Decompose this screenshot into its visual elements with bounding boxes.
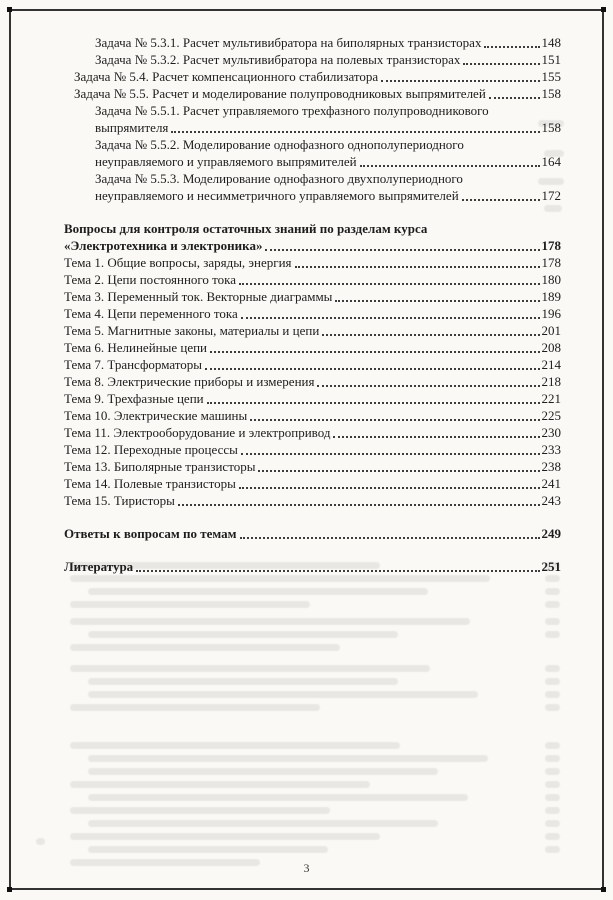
toc-page-number: 158: [541, 86, 561, 101]
toc-entry-text: Тема 9. Трехфазные цепи: [64, 391, 204, 406]
bleed-through-line: [545, 588, 560, 595]
bleed-through-line: [88, 794, 468, 801]
bleed-through-line: [88, 820, 438, 827]
toc-page-number: 251: [541, 559, 561, 574]
bleed-through-line: [545, 820, 560, 827]
toc-entry-text: Тема 12. Переходные процессы: [64, 442, 238, 457]
dot-leader: [463, 63, 539, 65]
toc-page-number: 189: [541, 289, 561, 304]
toc-page-number: 243: [541, 493, 561, 508]
toc-entry-text: Тема 4. Цепи переменного тока: [64, 306, 238, 321]
bleed-through-line: [545, 678, 560, 685]
dot-leader: [205, 368, 539, 370]
bleed-through-line: [70, 575, 490, 582]
dot-leader: [240, 537, 540, 539]
dot-leader: [207, 402, 540, 404]
toc-page-number: 238: [541, 459, 561, 474]
bleed-through-line: [545, 781, 560, 788]
bleed-through-line: [70, 618, 470, 625]
bleed-through-line: [545, 768, 560, 775]
bleed-through-line: [545, 807, 560, 814]
toc-entry-text: Тема 13. Биполярные транзисторы: [64, 459, 256, 474]
toc-entry-text: Литература: [64, 559, 134, 574]
toc-entry-text: Тема 3. Переменный ток. Векторные диаграммы: [64, 289, 333, 304]
toc-page-number: 180: [541, 272, 561, 287]
toc-entry: [64, 170, 561, 204]
toc-entry: [64, 525, 561, 542]
bleed-through-line: [70, 644, 340, 651]
toc-entry-text: Задача № 5.3.2. Расчет мультивибратора на полевых транзисторах: [95, 52, 461, 67]
toc-entry-line: [64, 373, 561, 390]
toc-entry-text: Тема 5. Магнитные законы, материалы и цепи: [64, 323, 320, 338]
dot-leader: [258, 470, 539, 472]
toc-entry-line: [95, 170, 561, 187]
toc-entry: [64, 271, 561, 288]
toc-entry-text: Тема 1. Общие вопросы, заряды, энергия: [64, 255, 292, 270]
toc-entry-line: [95, 187, 561, 204]
toc-entry-line: [64, 237, 561, 254]
toc-entry-line: [95, 119, 561, 136]
toc-entry: [64, 34, 561, 51]
toc-entry-line: [95, 136, 561, 153]
toc-entry-line: [95, 102, 561, 119]
scan-corner-mark: [601, 7, 606, 12]
toc-page-number: 230: [541, 425, 561, 440]
dot-leader: [178, 504, 540, 506]
toc-entry: [64, 558, 561, 575]
toc-entry-line: [64, 356, 561, 373]
toc-entry-text: Задача № 5.5. Расчет и моделирование полупроводниковых выпрямителей: [74, 86, 486, 101]
toc-page-number: 178: [541, 238, 561, 253]
bleed-through-line: [545, 704, 560, 711]
toc-entry-text: неуправляемого и управляемого выпрямителей: [95, 154, 357, 169]
bleed-through-line: [70, 665, 430, 672]
toc-entry-text: Тема 8. Электрические приборы и измерения: [64, 374, 315, 389]
toc-entry-text: «Электротехника и электроника»: [64, 238, 263, 253]
bleed-through-line: [545, 601, 560, 608]
toc-entry: [64, 339, 561, 356]
dot-leader: [462, 199, 540, 201]
toc-entry-text: Тема 11. Электрооборудование и электропривод: [64, 425, 331, 440]
bleed-through-line: [545, 631, 560, 638]
toc-entry: [64, 390, 561, 407]
bleed-through-line: [88, 755, 488, 762]
toc-entry: [64, 441, 561, 458]
toc-page-number: 158: [541, 120, 561, 135]
scan-corner-mark: [7, 887, 12, 892]
toc-page-number: 164: [541, 154, 561, 169]
toc-entry-text: Задача № 5.5.1. Расчет управляемого трехфазного полупроводникового: [95, 103, 489, 118]
toc-entry-line: [64, 407, 561, 424]
bleed-through-line: [545, 742, 560, 749]
dot-leader: [322, 334, 539, 336]
toc-entry-line: [64, 441, 561, 458]
toc-entry: [64, 305, 561, 322]
bleed-through-line: [70, 704, 320, 711]
dot-leader: [250, 419, 539, 421]
toc-entry-text: Тема 14. Полевые транзисторы: [64, 476, 236, 491]
toc-entry: [64, 68, 561, 85]
toc-page-number: 148: [541, 35, 561, 50]
toc-entry-line: [64, 390, 561, 407]
toc-entry-line: [95, 51, 561, 68]
dot-leader: [241, 317, 540, 319]
toc-entry-text: Тема 15. Тиристоры: [64, 493, 175, 508]
dot-leader: [489, 97, 540, 99]
toc-entry: [64, 136, 561, 170]
bleed-through-line: [88, 588, 428, 595]
toc-entry-line: [74, 68, 561, 85]
toc-entry-line: [95, 153, 561, 170]
bleed-through-line: [36, 838, 45, 845]
toc-page-number: 241: [541, 476, 561, 491]
toc-page-number: 233: [541, 442, 561, 457]
toc-page-number: 201: [541, 323, 561, 338]
toc-entry: [64, 288, 561, 305]
bleed-through-line: [88, 768, 438, 775]
bleed-through-line: [545, 575, 560, 582]
toc-entry-line: [74, 85, 561, 102]
toc-entry: [64, 220, 561, 254]
toc-entry: [64, 424, 561, 441]
toc-page-number: 249: [541, 526, 561, 541]
dot-leader: [317, 385, 539, 387]
dot-leader: [239, 487, 540, 489]
dot-leader: [381, 80, 539, 82]
toc-entry-text: Вопросы для контроля остаточных знаний по разделам курса: [64, 221, 428, 236]
bleed-through-line: [70, 601, 310, 608]
dot-leader: [210, 351, 539, 353]
toc-page-number: 221: [541, 391, 561, 406]
toc-list: [64, 34, 561, 575]
toc-entry: [64, 102, 561, 136]
toc-entry-text: Задача № 5.4. Расчет компенсационного стабилизатора: [74, 69, 379, 84]
toc-entry-line: [64, 288, 561, 305]
dot-leader: [295, 266, 540, 268]
toc-entry-line: [95, 34, 561, 51]
scan-corner-mark: [601, 887, 606, 892]
toc-entry: [64, 85, 561, 102]
bleed-through-line: [545, 755, 560, 762]
toc-entry: [64, 51, 561, 68]
bleed-through-line: [88, 691, 478, 698]
toc-entry: [64, 492, 561, 509]
scan-corner-mark: [7, 7, 12, 12]
bleed-through-line: [70, 781, 370, 788]
bleed-through-line: [545, 794, 560, 801]
dot-leader: [333, 436, 539, 438]
bleed-through-line: [545, 618, 560, 625]
bleed-through-line: [545, 691, 560, 698]
dot-leader: [484, 46, 539, 48]
toc-entry: [64, 254, 561, 271]
toc-page-number: 196: [541, 306, 561, 321]
toc-entry-line: [64, 525, 561, 542]
toc-entry-line: [64, 475, 561, 492]
toc-entry-line: [64, 254, 561, 271]
toc-page-number: 178: [541, 255, 561, 270]
toc-entry-text: Тема 2. Цепи постоянного тока: [64, 272, 237, 287]
toc-page-number: 155: [541, 69, 561, 84]
dot-leader: [171, 131, 539, 133]
toc-page-number: 172: [541, 188, 561, 203]
toc-entry-line: [64, 322, 561, 339]
toc-entry: [64, 458, 561, 475]
toc-entry: [64, 475, 561, 492]
toc-entry-line: [64, 492, 561, 509]
toc-entry: [64, 356, 561, 373]
dot-leader: [239, 283, 539, 285]
toc-entry-line: [64, 458, 561, 475]
toc-page-number: 208: [541, 340, 561, 355]
toc-entry-text: Тема 6. Нелинейные цепи: [64, 340, 208, 355]
toc-entry-text: Задача № 5.5.2. Моделирование однофазного однополупериодного: [95, 137, 464, 152]
toc-entry-text: Тема 7. Трансформаторы: [64, 357, 203, 372]
dot-leader: [265, 249, 539, 251]
bleed-through-line: [70, 833, 380, 840]
toc-entry-text: Задача № 5.5.3. Моделирование однофазного двухполупериодного: [95, 171, 463, 186]
dot-leader: [360, 165, 540, 167]
toc-entry-text: неуправляемого и несимметричного управляемого выпрямителей: [95, 188, 459, 203]
toc-entry: [64, 373, 561, 390]
toc-entry-line: [64, 424, 561, 441]
bleed-through-line: [545, 833, 560, 840]
toc-entry: [64, 322, 561, 339]
toc-page-number: 151: [541, 52, 561, 67]
dot-leader: [335, 300, 539, 302]
bleed-through-line: [70, 807, 330, 814]
dot-leader: [136, 570, 539, 572]
bleed-through-line: [545, 665, 560, 672]
bleed-through-line: [70, 742, 400, 749]
toc-entry-text: выпрямителя: [95, 120, 169, 135]
toc-entry: [64, 407, 561, 424]
toc-entry-text: Задача № 5.3.1. Расчет мультивибратора на биполярных транзисторах: [95, 35, 482, 50]
toc-entry-line: [64, 271, 561, 288]
toc-page-number: 225: [541, 408, 561, 423]
toc-entry-line: [64, 339, 561, 356]
toc-entry-line: [64, 220, 561, 237]
toc-entry-text: Ответы к вопросам по темам: [64, 526, 237, 541]
toc-entry-line: [64, 305, 561, 322]
bleed-through-line: [88, 631, 398, 638]
toc-content: [64, 34, 561, 575]
page-number: 3: [303, 861, 310, 875]
toc-entry-line: [64, 558, 561, 575]
bleed-through-line: [545, 846, 560, 853]
toc-page-number: 218: [541, 374, 561, 389]
bleed-through-line: [88, 678, 398, 685]
dot-leader: [241, 453, 540, 455]
toc-page-number: 214: [541, 357, 561, 372]
toc-entry-text: Тема 10. Электрические машины: [64, 408, 248, 423]
bleed-through-line: [88, 846, 328, 853]
